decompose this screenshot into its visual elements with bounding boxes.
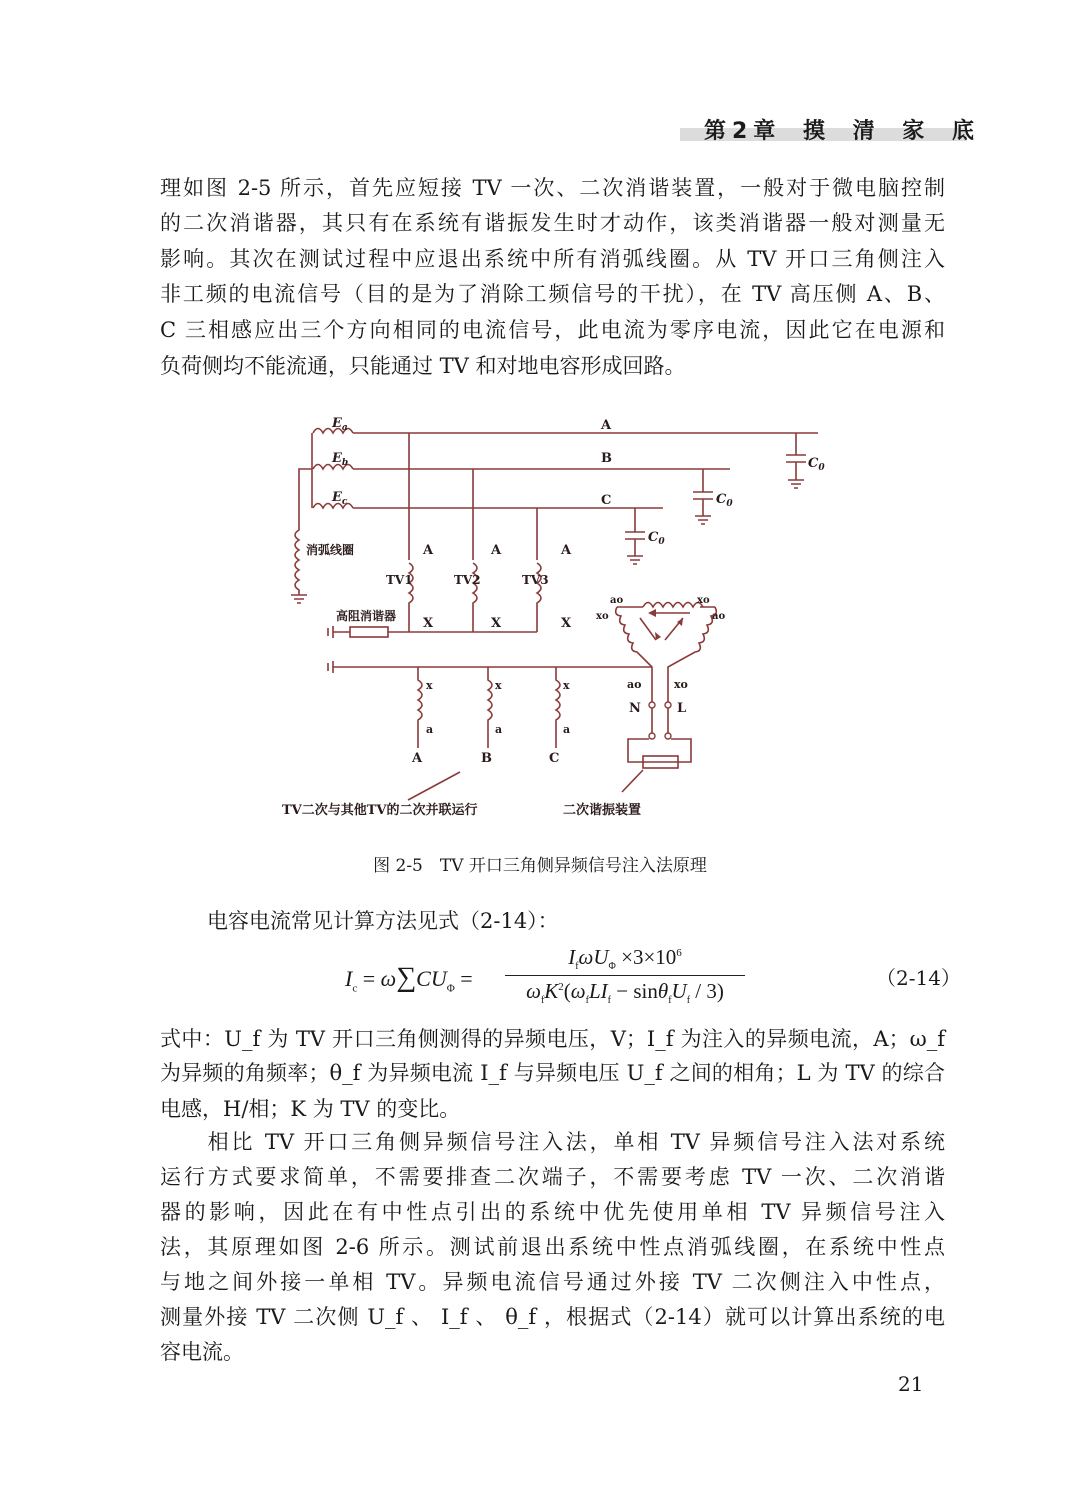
label-x: x: [426, 679, 433, 692]
label-eb: $E_b$: [332, 451, 349, 468]
text-line: 为异频的角频率；θ_f 为异频电流 I_f 与异频电压 U_f 之间的相角；L 为 TV 的综合: [160, 1061, 945, 1085]
label-tv2-x: X: [491, 616, 502, 631]
label-xo: xo: [697, 595, 710, 606]
text-line: 理如图 2-5 所示，首先应短接 TV 一次、二次消谐装置，一般对于微电脑控制: [160, 176, 945, 200]
label-phase-a: A: [601, 418, 612, 433]
text-line: 器的影响，因此在有中性点引出的系统中优先使用单相 TV 异频信号注入: [160, 1200, 945, 1224]
text-line: 容电流。: [160, 1340, 244, 1364]
text-line: 运行方式要求简单，不需要排查二次端子，不需要考虑 TV 一次、二次消谐: [160, 1165, 945, 1189]
label-phase-b: B: [601, 451, 612, 466]
label-phase-c: C: [601, 493, 612, 508]
label-c0: $C_0$: [716, 492, 733, 509]
label-x: x: [495, 679, 502, 692]
label-n: N: [629, 701, 641, 716]
text-line: 法，其原理如图 2-6 所示。测试前退出系统中性点消弧线圈，在系统中性点: [160, 1235, 945, 1259]
label-tv1-x: X: [423, 616, 434, 631]
note-device: 二次谐振装置: [563, 803, 642, 818]
label-x: x: [563, 679, 570, 692]
label-a: a: [426, 723, 434, 736]
page-number: 21: [898, 1372, 924, 1396]
label-arc-coil: 消弧线圈: [306, 543, 355, 557]
book-page: 第2章 摸 清 家 底 理如图 2-5 所示，首先应短接 TV 一次、二次消谐装置，一般对于微电脑控制 的二次消谐器，其只有在系统有谐振发生时才动作，该类消谐器一般对测量无 影响。其次在测试过程中应退出系统中所有消弧线圈。从 TV 开口三角侧注入 非工频的电流信号（目的是为了消除工频信号的干扰），在 TV 高压侧 A、B、 C 三相感应出三个方向相同的电流信号，此电流为零序电流，因此它在电源和 负荷侧均不能流通，只能通过 TV 和对地电容形成回路。 $E_a$ $E_b$ $E_c$ A B C $C_0$ $C_0$ $C_0$ 消弧线圈 A A A TV1 TV2 TV3 高阻消谐器 X X X x x x a a a A B C ao xo xo ao ao xo N L TV二次与其他TV的二次并联运行 二次谐振装置 图 2-5 TV 开口三角侧异频信号注入法原理 电容电流常见计算方法见式（2-14）： $I_c = \omega\sum CU_\Phi$ = $I_f\omega U_\Phi \times 3\times 10^6$ $\omega_fK^2(\omega_fLI_f - \sin\theta_fU_f / 3)$ （2-14） 式中：U_f 为 TV 开口三角侧测得的异频电压，V；I_f 为注入的异频电流，A；ω_f 为异频的角频率；θ_f 为异频电流 I_f 与异频电压 U_f 之间的相角；L 为 TV 的综合 电感，H/相；K 为 TV 的变比。 相比 TV 开口三角侧异频信号注入法，单相 TV 异频信号注入法对系统 运行方式要求简单，不需要排查二次端子，不需要考虑 TV 一次、二次消谐 器的影响，因此在有中性点引出的系统中优先使用单相 TV 异频信号注入 法，其原理如图 2-6 所示。测试前退出系统中性点消弧线圈，在系统中性点 与地之间外接一单相 TV。异频电流信号通过外接 TV 二次侧注入中性点， 测量外接 TV 二次侧 U_f 、 I_f 、 θ_f ，根据式（2-14）就可以计算出系统的电 容电流。 21: [0, 0, 1080, 1508]
note-parallel: TV二次与其他TV的二次并联运行: [282, 803, 478, 818]
label-a: a: [495, 723, 503, 736]
label-ao: ao: [610, 595, 624, 606]
formula-intro: 电容电流常见计算方法见式（2-14）：: [207, 909, 559, 933]
label-tv3: TV3: [522, 573, 549, 587]
label-l: L: [677, 701, 687, 716]
label-tv3-x: X: [561, 616, 572, 631]
label-sec-b: B: [481, 751, 492, 766]
label-tv1-a: A: [423, 543, 434, 558]
label-resistor: 高阻消谐器: [336, 609, 397, 623]
label-ao: ao: [627, 678, 642, 691]
label-tv3-a: A: [561, 543, 572, 558]
label-xo: xo: [674, 678, 688, 691]
text-line: 式中：U_f 为 TV 开口三角侧测得的异频电压，V；I_f 为注入的异频电流，A；ω_f: [160, 1027, 945, 1051]
text-line: 与地之间外接一单相 TV。异频电流信号通过外接 TV 二次侧注入中性点，: [160, 1270, 945, 1294]
equation-number: （2-14）: [876, 966, 961, 990]
text-line: 相比 TV 开口三角侧异频信号注入法，单相 TV 异频信号注入法对系统: [160, 1130, 945, 1154]
figure-caption: 图 2-5 TV 开口三角侧异频信号注入法原理: [373, 856, 707, 876]
text-line: 测量外接 TV 二次侧 U_f 、 I_f 、 θ_f ，根据式（2-14）就可以计算出系统的电: [160, 1305, 945, 1329]
label-xo: xo: [596, 611, 609, 622]
chapter-header: 第2章 摸 清 家 底: [704, 119, 980, 144]
text-line: 电感，H/相；K 为 TV 的变比。: [160, 1097, 461, 1121]
label-ea: $E_a$: [332, 416, 348, 433]
label-tv1: TV1: [386, 573, 413, 587]
label-c0: $C_0$: [648, 530, 665, 547]
text-line: 的二次消谐器，其只有在系统有谐振发生时才动作，该类消谐器一般对测量无: [160, 211, 945, 235]
label-c0: $C_0$: [808, 456, 825, 473]
label-sec-c: C: [549, 751, 560, 766]
label-ec: $E_c$: [332, 490, 348, 507]
label-a: a: [563, 723, 571, 736]
text-line: 负荷侧均不能流通，只能通过 TV 和对地电容形成回路。: [160, 354, 686, 378]
text-line: 非工频的电流信号（目的是为了消除工频信号的干扰），在 TV 高压侧 A、B、: [160, 282, 945, 306]
label-tv2: TV2: [454, 573, 481, 587]
label-tv2-a: A: [491, 543, 502, 558]
label-sec-a: A: [412, 751, 423, 766]
label-ao: ao: [712, 611, 726, 622]
text-line: C 三相感应出三个方向相同的电流信号，此电流为零序电流，因此它在电源和: [160, 318, 945, 342]
text-line: 影响。其次在测试过程中应退出系统中所有消弧线圈。从 TV 开口三角侧注入: [160, 247, 945, 271]
